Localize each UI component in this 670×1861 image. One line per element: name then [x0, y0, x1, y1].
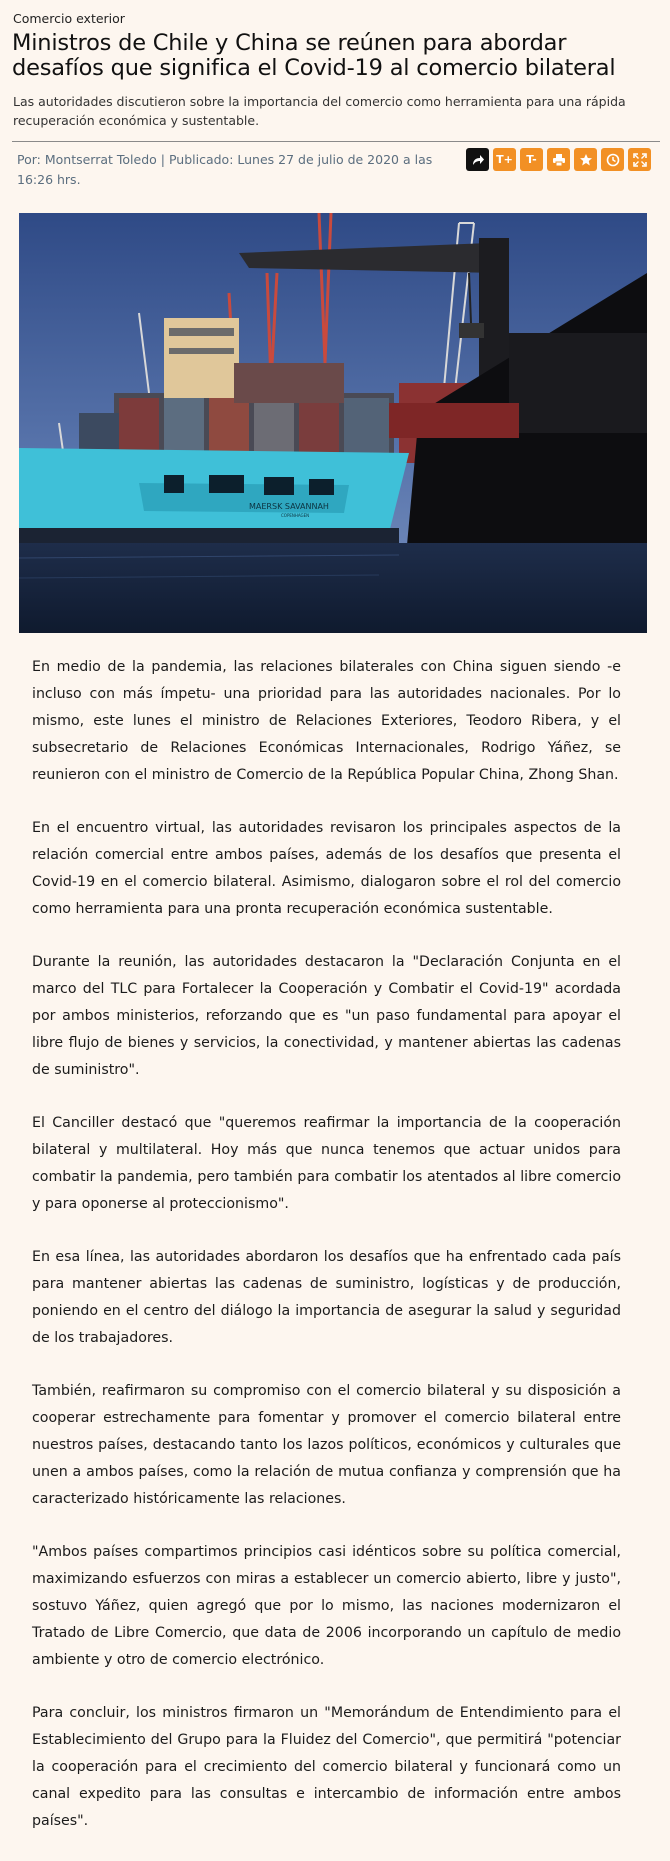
ship-port-text: COPENHAGEN: [281, 513, 310, 518]
history-button[interactable]: [601, 148, 624, 171]
font-decrease-button[interactable]: T-: [520, 148, 543, 171]
paragraph: En el encuentro virtual, las autoridades revisaron los principales aspectos de la relación comercial entre ambos países, además de los desafíos que presenta el Covid-19 en el comercio bilateral. Asimismo, dialogaron sobre el rol del comercio como herramienta para una pronta recuperación económica sustentable.: [32, 820, 621, 917]
fullscreen-button[interactable]: [628, 148, 651, 171]
printer-icon: [552, 153, 566, 167]
paragraph: En medio de la pandemia, las relaciones bilaterales con China siguen siendo -e incluso con más ímpetu- una prioridad para las autoridades nacionales. Por lo mismo, este lunes el ministro de Relaciones Exteriores, Teodoro Ribera, y el subsecretario de Relaciones Económicas Internacionales, Rodrigo Yáñez, se reunieron con el ministro de Comercio de la República Popular China, Zhong Shan.: [32, 659, 621, 783]
share-arrow-icon: [471, 153, 485, 167]
divider: [12, 141, 660, 142]
article-lead: Las autoridades discutieron sobre la importancia del comercio como herramienta para una rápida recuperación económica y sustentable.: [13, 94, 626, 128]
paragraph: "Ambos países compartimos principios casi idénticos sobre su política comercial, maximizando esfuerzos con miras a establecer un comercio abierto, libre y justo", sostuvo Yáñez, quien agregó que por lo mismo, las naciones modernizaron el Tratado de Libre Comercio, que data de 2006 incorporando un capítulo de medio ambiente y otro de comercio electrónico.: [32, 1544, 621, 1668]
container-ship-illustration: [19, 213, 647, 633]
paragraph: Para concluir, los ministros firmaron un "Memorándum de Entendimiento para el Establecimiento del Grupo para la Fluidez del Comercio", que permitirá "potenciar la cooperación para el crecimiento del comercio bilateral y funcionará como un canal expedito para las consultas e intercambio de información entre ambos países".: [32, 1705, 621, 1829]
paragraph: En esa línea, las autoridades abordaron los desafíos que ha enfrentado cada país para mantener abiertas las cadenas de suministro, logísticas y de producción, poniendo en el centro del diálogo la importancia de asegurar la salud y seguridad de los trabajadores.: [32, 1249, 621, 1346]
article-title: Ministros de Chile y China se reúnen para abordar desafíos que significa el Covid-19 al comercio bilateral: [12, 30, 616, 81]
expand-icon: [633, 153, 647, 167]
article-photo: [19, 213, 647, 633]
print-button[interactable]: [547, 148, 570, 171]
section-label[interactable]: Comercio exterior: [13, 11, 125, 26]
paragraph: El Canciller destacó que "queremos reafirmar la importancia de la cooperación bilateral y multilateral. Hoy más que nunca tenemos que actuar unidos para combatir la pandemia, pero también para combatir los atentados al libre comercio y para oponerse al proteccionismo".: [32, 1115, 621, 1212]
article-toolbar: [466, 148, 651, 171]
font-increase-button[interactable]: T+: [493, 148, 516, 171]
paragraph: Durante la reunión, las autoridades destacaron la "Declaración Conjunta en el marco del TLC para Fortalecer la Cooperación y Combatir el Covid-19" acordada por ambos ministerios, reforzando que es "un paso fundamental para apoyar el libre flujo de bienes y servicios, la conectividad, y mantener abiertas las cadenas de suministro".: [32, 954, 621, 1078]
paragraph: También, reafirmaron su compromiso con el comercio bilateral y su disposición a cooperar estrechamente para fomentar y promover el comercio bilateral entre nuestros países, destacando tanto los lazos políticos, económicos y culturales que unen a ambos países, como la relación de mutua confianza y comprensión que ha caracterizado históricamente las relaciones.: [32, 1383, 621, 1507]
clock-icon: [606, 153, 620, 167]
star-icon: [579, 153, 593, 167]
byline: Por: Montserrat Toledo | Publicado: Lunes 27 de julio de 2020 a las 16:26 hrs.: [17, 152, 433, 187]
share-button[interactable]: [466, 148, 489, 171]
article-body: [32, 654, 621, 1861]
ship-name-text: MAERSK SAVANNAH: [249, 502, 329, 511]
favorite-button[interactable]: [574, 148, 597, 171]
